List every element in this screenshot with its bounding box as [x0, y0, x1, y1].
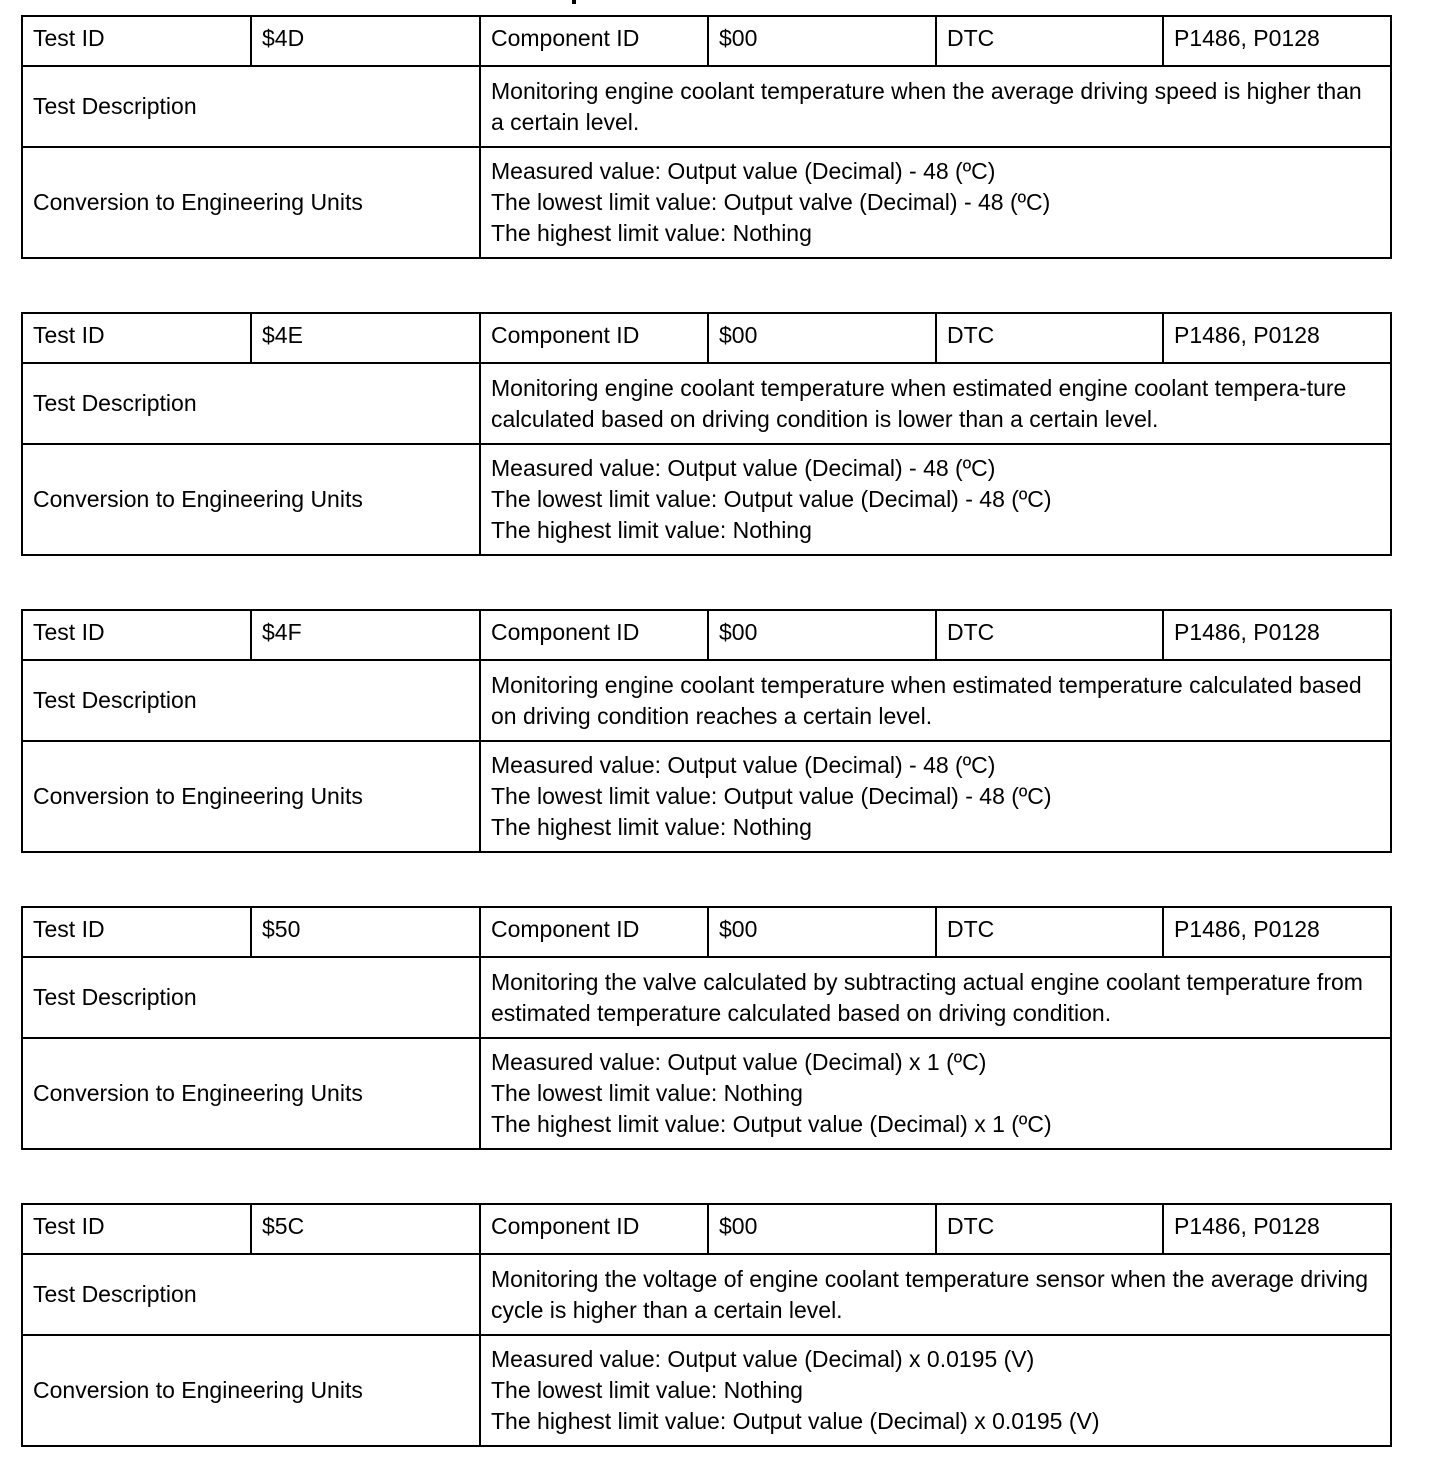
conversion-label: Conversion to Engineering Units: [22, 1038, 480, 1149]
conversion-value: [480, 741, 1391, 852]
conversion-label: Conversion to Engineering Units: [22, 1335, 480, 1446]
test-description-value: Monitoring engine coolant temperature when the average driving speed is higher than a certain level.: [480, 66, 1391, 147]
conversion-label: Conversion to Engineering Units: [22, 741, 480, 852]
test-description-label: Test Description: [22, 660, 480, 741]
conversion-row: [22, 444, 1391, 555]
description-row: [22, 957, 1391, 1038]
test-table: [21, 15, 1392, 259]
test-id-value: $4D: [251, 16, 480, 66]
measured-value-line: Measured value: Output value (Decimal) x 0.0195 (V): [491, 1346, 1035, 1372]
header-row: [22, 1204, 1391, 1254]
component-id-label: Component ID: [480, 313, 708, 363]
description-row: [22, 660, 1391, 741]
dtc-label: DTC: [936, 313, 1163, 363]
measured-value-line: Measured value: Output value (Decimal) x 1 (ºC): [491, 1049, 987, 1075]
description-row: [22, 66, 1391, 147]
test-description-value: Monitoring engine coolant temperature when estimated engine coolant tempera-ture calculated based on driving condition is lower than a certain level.: [480, 363, 1391, 444]
highest-limit-line: The highest limit value: Nothing: [491, 220, 812, 246]
conversion-label: Conversion to Engineering Units: [22, 444, 480, 555]
conversion-value: [480, 1038, 1391, 1149]
conversion-row: [22, 741, 1391, 852]
dtc-value: P1486, P0128: [1163, 610, 1391, 660]
highest-limit-line: The highest limit value: Output value (Decimal) x 0.0195 (V): [491, 1408, 1100, 1434]
lowest-limit-line: The lowest limit value: Nothing: [491, 1080, 803, 1106]
highest-limit-line: The highest limit value: Output value (Decimal) x 1 (ºC): [491, 1111, 1052, 1137]
test-id-value: $4E: [251, 313, 480, 363]
header-row: [22, 16, 1391, 66]
component-id-value: $00: [708, 1204, 936, 1254]
dtc-label: DTC: [936, 1204, 1163, 1254]
test-description-label: Test Description: [22, 363, 480, 444]
test-description-label: Test Description: [22, 957, 480, 1038]
dtc-label: DTC: [936, 610, 1163, 660]
lowest-limit-line: The lowest limit value: Output valve (Decimal) - 48 (ºC): [491, 189, 1051, 215]
measured-value-line: Measured value: Output value (Decimal) - 48 (ºC): [491, 158, 996, 184]
lowest-limit-line: The lowest limit value: Output value (Decimal) - 48 (ºC): [491, 783, 1052, 809]
highest-limit-line: The highest limit value: Nothing: [491, 814, 812, 840]
conversion-label: Conversion to Engineering Units: [22, 147, 480, 258]
test-id-label: Test ID: [22, 16, 251, 66]
component-id-value: $00: [708, 313, 936, 363]
test-description-label: Test Description: [22, 1254, 480, 1335]
lowest-limit-line: The lowest limit value: Nothing: [491, 1377, 803, 1403]
header-row: [22, 313, 1391, 363]
test-id-value: $50: [251, 907, 480, 957]
conversion-value: [480, 1335, 1391, 1446]
description-row: [22, 363, 1391, 444]
dtc-value: P1486, P0128: [1163, 313, 1391, 363]
test-table: [21, 609, 1392, 853]
dtc-value: P1486, P0128: [1163, 907, 1391, 957]
conversion-row: [22, 1038, 1391, 1149]
component-id-label: Component ID: [480, 1204, 708, 1254]
conversion-value: [480, 147, 1391, 258]
test-id-label: Test ID: [22, 907, 251, 957]
test-id-label: Test ID: [22, 1204, 251, 1254]
test-description-value: Monitoring the valve calculated by subtracting actual engine coolant temperature from estimated temperature calculated based on driving condition.: [480, 957, 1391, 1038]
header-row: [22, 610, 1391, 660]
component-id-label: Component ID: [480, 16, 708, 66]
conversion-row: [22, 147, 1391, 258]
page-fragment-mark: [572, 0, 576, 4]
header-row: [22, 907, 1391, 957]
test-id-label: Test ID: [22, 610, 251, 660]
description-row: [22, 1254, 1391, 1335]
conversion-row: [22, 1335, 1391, 1446]
highest-limit-line: The highest limit value: Nothing: [491, 517, 812, 543]
test-id-value: $4F: [251, 610, 480, 660]
test-id-label: Test ID: [22, 313, 251, 363]
dtc-value: P1486, P0128: [1163, 16, 1391, 66]
conversion-value: [480, 444, 1391, 555]
component-id-label: Component ID: [480, 610, 708, 660]
component-id-label: Component ID: [480, 907, 708, 957]
measured-value-line: Measured value: Output value (Decimal) - 48 (ºC): [491, 752, 996, 778]
test-table: [21, 906, 1392, 1150]
lowest-limit-line: The lowest limit value: Output value (Decimal) - 48 (ºC): [491, 486, 1052, 512]
test-table: [21, 312, 1392, 556]
dtc-label: DTC: [936, 16, 1163, 66]
dtc-label: DTC: [936, 907, 1163, 957]
test-description-value: Monitoring the voltage of engine coolant temperature sensor when the average driving cycle is higher than a certain level.: [480, 1254, 1391, 1335]
measured-value-line: Measured value: Output value (Decimal) - 48 (ºC): [491, 455, 996, 481]
test-id-value: $5C: [251, 1204, 480, 1254]
test-description-value: Monitoring engine coolant temperature when estimated temperature calculated based on driving condition reaches a certain level.: [480, 660, 1391, 741]
component-id-value: $00: [708, 907, 936, 957]
component-id-value: $00: [708, 16, 936, 66]
test-description-label: Test Description: [22, 66, 480, 147]
component-id-value: $00: [708, 610, 936, 660]
dtc-value: P1486, P0128: [1163, 1204, 1391, 1254]
test-table: [21, 1203, 1392, 1447]
